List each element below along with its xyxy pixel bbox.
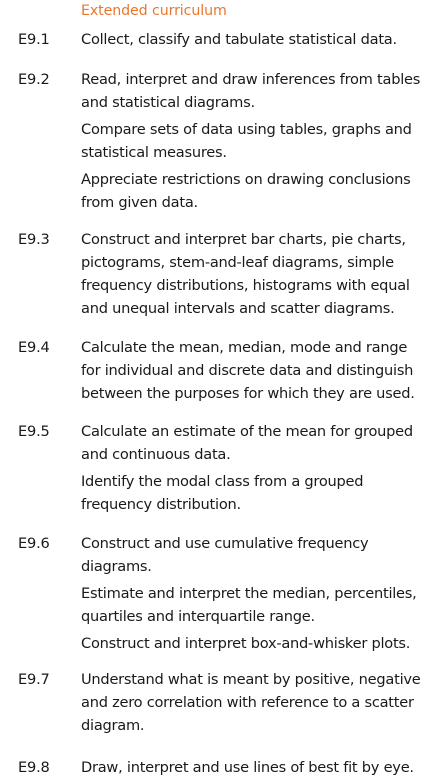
description-paragraph <box>81 228 426 320</box>
text-line: and statistical diagrams. <box>81 94 255 111</box>
description-paragraph <box>81 336 426 405</box>
description-paragraph <box>81 582 426 628</box>
text-line: Understand what is meant by positive, negative <box>81 671 421 688</box>
text-line: between the purposes for which they are used. <box>81 385 415 402</box>
item-code: E9.2 <box>18 71 50 88</box>
text-line: and unequal intervals and scatter diagrams. <box>81 300 395 317</box>
text-line: Collect, classify and tabulate statistical data. <box>81 31 397 48</box>
description-paragraph <box>81 28 426 51</box>
item-code: E9.6 <box>18 535 50 552</box>
text-line: from given data. <box>81 194 198 211</box>
text-line: pictograms, stem-and-leaf diagrams, simple <box>81 254 394 271</box>
section-header: Extended curriculum <box>81 3 227 19</box>
text-line: Construct and interpret bar charts, pie charts, <box>81 231 406 248</box>
description-paragraph <box>81 420 426 466</box>
item-description <box>81 420 426 520</box>
item-description <box>81 28 426 55</box>
item-description <box>81 668 426 741</box>
item-code: E9.5 <box>18 423 50 440</box>
text-line: and zero correlation with reference to a scatter <box>81 694 414 711</box>
item-code: E9.7 <box>18 671 50 688</box>
item-description <box>81 532 426 659</box>
description-paragraph <box>81 470 426 516</box>
description-paragraph <box>81 168 426 214</box>
text-line: and continuous data. <box>81 446 231 463</box>
text-line: Construct and use cumulative frequency <box>81 535 369 552</box>
text-line: Calculate an estimate of the mean for grouped <box>81 423 413 440</box>
text-line: Draw, interpret and use lines of best fit by eye. <box>81 759 414 776</box>
description-paragraph <box>81 118 426 164</box>
item-code: E9.4 <box>18 339 50 356</box>
text-line: Read, interpret and draw inferences from tables <box>81 71 421 88</box>
text-line: Appreciate restrictions on drawing conclusions <box>81 171 411 188</box>
description-paragraph <box>81 668 426 737</box>
item-description <box>81 756 426 783</box>
text-line: diagram. <box>81 717 145 734</box>
description-paragraph <box>81 68 426 114</box>
description-paragraph <box>81 532 426 578</box>
item-description <box>81 336 426 409</box>
text-line: Estimate and interpret the median, percentiles, <box>81 585 417 602</box>
text-line: statistical measures. <box>81 144 227 161</box>
text-line: frequency distributions, histograms with equal <box>81 277 410 294</box>
text-line: Calculate the mean, median, mode and range <box>81 339 408 356</box>
item-code: E9.3 <box>18 231 50 248</box>
description-paragraph <box>81 632 426 655</box>
text-line: for individual and discrete data and distinguish <box>81 362 414 379</box>
text-line: Compare sets of data using tables, graphs and <box>81 121 412 138</box>
item-code: E9.1 <box>18 31 50 48</box>
text-line: frequency distribution. <box>81 496 241 513</box>
text-line: diagrams. <box>81 558 152 575</box>
text-line: Construct and interpret box-and-whisker plots. <box>81 635 411 652</box>
text-line: Identify the modal class from a grouped <box>81 473 364 490</box>
item-code: E9.8 <box>18 759 50 776</box>
item-description <box>81 68 426 218</box>
item-description <box>81 228 426 324</box>
text-line: quartiles and interquartile range. <box>81 608 315 625</box>
